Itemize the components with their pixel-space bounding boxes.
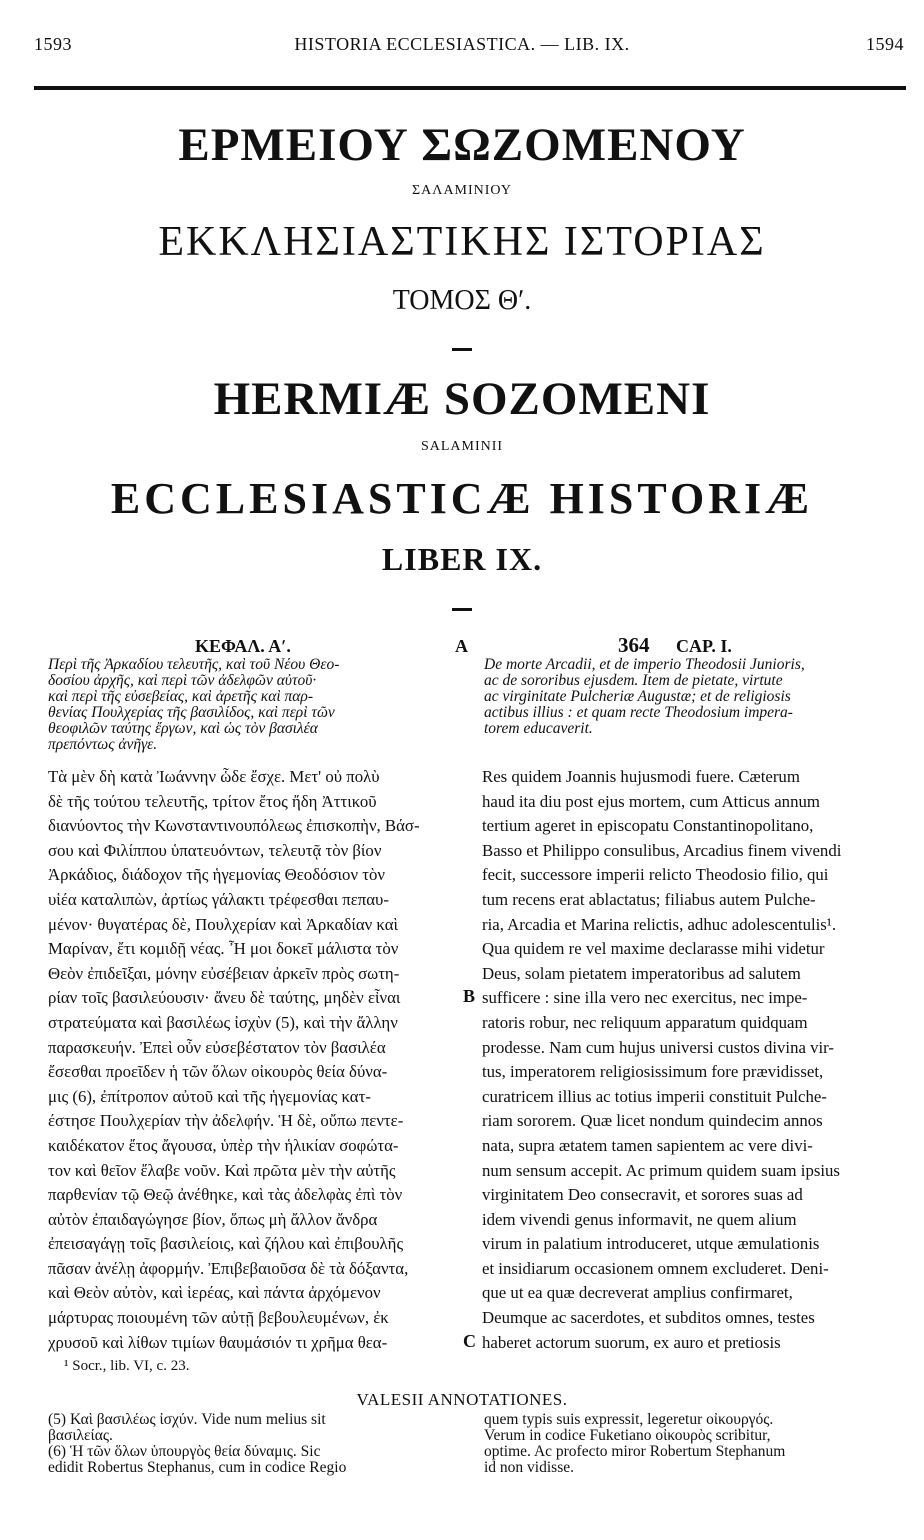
title-divider (452, 608, 472, 611)
text-line: έστησε Πουλχερίαν τὴν ἀδελφήν. Ἡ δὲ, οὔπω πεντε- (48, 1111, 404, 1131)
summary-line: ac virginitate Pulcheriæ Augustæ; et de religiosis (484, 689, 791, 705)
text-line: Res quidem Joannis hujusmodi fuere. Cæterum (482, 767, 800, 786)
footnote: ¹ Socr., lib. VI, c. 23. (64, 1358, 190, 1374)
greek-chapter-heading: ΚΕΦΑΛ. Αʹ. (195, 636, 291, 656)
greek-book-number: ΤΟΜΟΣ Θʹ. (392, 285, 532, 316)
text-line: διανύοντος τὴν Κωνσταντινουπόλεως ἐπισκοπὴν, Βάσ- (48, 816, 420, 836)
text-line: τον καὶ θεῖον ἔλαβε νοῦν. Καὶ πρῶτα μὲν τὴν αὐτῆς (48, 1160, 396, 1180)
greek-author-title: ΕΡΜΕΙΟΥ ΣΩΖΟΜΕΝΟΥ (178, 119, 746, 171)
annotations-right (484, 1412, 894, 1476)
page-number-right: 1594 (866, 34, 904, 54)
text-line: prodesse. Nam cum hujus universi custos divina vir- (482, 1037, 835, 1057)
text-line: αὐτὸν ἐπαιδαγώγησε βίον, ὅπως μὴ ἄλλον ἄνδρα (48, 1209, 378, 1229)
text-line: Ἀρκάδιος, διάδοχον τῆς ἡγεμονίας Θεοδόσιον τὸν (48, 865, 385, 885)
text-line: Deumque ac sacerdotes, et subditos omnes, testes (482, 1308, 815, 1328)
summary-line: torem educaverit. (484, 721, 593, 737)
text-line: μένον· θυγατέρας δὲ, Πουλχερίαν καὶ Ἀρκαδίαν καὶ (48, 914, 399, 934)
greek-summary (48, 657, 458, 753)
greek-origin: ΣΑΛΑΜΙΝΙΟΥ (412, 183, 512, 198)
text-line: tertium ageret in episcopatu Constantinopolitano, (482, 816, 814, 836)
latin-chapter-heading: CAP. I. (676, 636, 732, 656)
text-line: virum in palatium introduceret, utque æmulationis (482, 1234, 820, 1254)
header-rule (34, 86, 906, 90)
text-line: ἔσεσθαι προεῖδεν ἡ τῶν ὅλων οἰκουρὸς θεία δύνα- (48, 1062, 388, 1082)
margin-letter-a: A (455, 636, 468, 656)
text-line: riam sororem. Quæ licet nondum quindecim annos (482, 1111, 823, 1131)
annotation-line: (6) Ἡ τῶν ὅλων ὑπουργὸς θεία δύναμις. Sic (48, 1444, 321, 1460)
text-line: καὶ Θεὸν αὐτὸν, καὶ ἱερέας, καὶ πάντα ἀρχόμενον (48, 1283, 381, 1303)
annotation-line: βασιλείας. (48, 1428, 113, 1444)
text-line: virginitatem Deo consecravit, et sorores suas ad (482, 1185, 803, 1205)
latin-book-number: LIBER IX. (381, 541, 543, 577)
text-line: ratoris robur, nec reliquum apparatum quidquam (482, 1012, 808, 1032)
summary-line: θεοφιλῶν ταύτης ἔργων, καὶ ὡς τὸν βασιλέα (48, 721, 318, 737)
text-line: curatricem illius ac totius imperii constituit Pulche- (482, 1086, 827, 1106)
text-line: sufficere : sine illa vero nec exercitus, nec impe- (482, 988, 808, 1008)
text-line: μάρτυρας ποιουμένη τῶν αὐτῇ βεβουλευμένων, ἐκ (48, 1308, 389, 1328)
greek-column-text (48, 765, 458, 1355)
annotations-heading: VALESII ANNOTATIONES. (356, 1390, 568, 1409)
text-line: Deus, solam pietatem imperatoribus ad salutem (482, 963, 801, 983)
text-line: σου καὶ Φιλίππου ὑπατευόντων, τελευτᾷ τὸν βίον (48, 840, 382, 860)
summary-line: De morte Arcadii, et de imperio Theodosii Junioris, (484, 657, 805, 673)
text-line: fecit, successore imperii relicto Theodosio filio, qui (482, 865, 829, 885)
text-line: et insidiarum occasionem omnem excluderet. Deni- (482, 1258, 829, 1278)
annotations-left (48, 1412, 458, 1476)
text-line: idem vivendi genus informavit, ne quem alium (482, 1209, 797, 1229)
latin-column-text (482, 765, 894, 1355)
text-line: ria, Arcadia et Marina relictis, adhuc adolescentulis¹. (482, 914, 837, 934)
text-line: παρθενίαν τῷ Θεῷ ἀνέθηκε, καὶ τὰς ἀδελφὰς ἐπὶ τὸν (48, 1185, 403, 1205)
column-number: 364 (618, 633, 650, 657)
text-line: δὲ τῆς τούτου τελευτῆς, τρίτον ἔτος ἤδη Ἀττικοῦ (48, 791, 377, 811)
annotation-line: (5) Καὶ βασιλέως ἰσχύν. Vide num melius sit (48, 1412, 326, 1428)
summary-line: θενίας Πουλχερίας τῆς βασιλίδος, καὶ περὶ τῶν (48, 705, 335, 721)
annotation-line: id non vidisse. (484, 1460, 574, 1476)
text-line: haud ita diu post ejus mortem, cum Atticus annum (482, 791, 820, 811)
text-line: πᾶσαν ἀνέλῃ ἀφορμήν. Ἐπιβεβαιοῦσα δὲ τὰ δόξαντα, (48, 1258, 409, 1278)
text-line: στρατεύματα καὶ βασιλέως ἰσχὺν (5), καὶ τὴν ἄλλην (48, 1012, 398, 1032)
summary-line: actibus illius : et quam recte Theodosium impera- (484, 705, 793, 721)
text-line: nata, supra ætatem tamen sapientem ac vere divi- (482, 1135, 813, 1155)
summary-line: καὶ περὶ τῆς εὐσεβείας, καὶ ἀρετῆς καὶ παρ- (48, 689, 314, 705)
annotation-line: Verum in codice Fuketiano οἰκουρὸς scribitur, (484, 1428, 771, 1444)
text-line: ἐπεισαγάγῃ τοῖς βασιλείοις, καὶ ζήλου καὶ ἐπιβουλῆς (48, 1234, 404, 1254)
text-line: παρασκευήν. Ἐπεὶ οὖν εὐσεβέστατον τὸν βασιλέα (48, 1037, 386, 1057)
text-line: υἱέα καταλιπὼν, ἀρτίως γάλακτι τρέφεσθαι πεπαυ- (48, 889, 389, 909)
latin-author-title: HERMIÆ SOZOMENI (213, 373, 711, 425)
latin-summary (484, 657, 894, 737)
summary-line: ac de sororibus ejusdem. Item de pietate, virtute (484, 673, 783, 689)
greek-work-title: ΕΚΚΛΗΣΙΑΣΤΙΚΗΣ ΙΣΤΟΡΙΑΣ (158, 219, 766, 265)
text-line: num sensum accepit. Ac primum quidem suam ipsius (482, 1160, 840, 1180)
text-line: tum recens erat ablactatus; filiabus autem Pulche- (482, 889, 816, 909)
running-title: HISTORIA ECCLESIASTICA. — LIB. IX. (294, 34, 630, 54)
summary-line: πρεπόντως ἀνῆγε. (48, 737, 158, 753)
text-line: Θεὸν ἐπιδεῖξαι, μόνην εὐσέβειαν ἀρκεῖν πρὸς σωτη- (48, 963, 400, 983)
page-number-left: 1593 (34, 34, 72, 54)
text-line: Τὰ μὲν δὴ κατὰ Ἰωάννην ὧδε ἔσχε. Μετ' οὐ πολὺ (48, 767, 380, 786)
annotation-line: edidit Robertus Stephanus, cum in codice Regio (48, 1460, 347, 1476)
text-line: Qua quidem re vel maxime declarasse mihi videtur (482, 939, 825, 959)
margin-letter-c: C (463, 1331, 476, 1351)
latin-origin: SALAMINII (420, 439, 504, 454)
summary-line: Περὶ τῆς Ἀρκαδίου τελευτῆς, καὶ τοῦ Νέου Θεο- (48, 657, 340, 673)
margin-letter-b: B (463, 986, 476, 1006)
text-line: Μαρίναν, ἔτι κομιδῇ νέας. Ἦ μοι δοκεῖ μάλιστα τὸν (48, 939, 399, 959)
text-line: que ut ea quæ decreverat amplius confirmaret, (482, 1283, 793, 1303)
text-line: μις (6), ἐπίτροπον αὐτοῦ καὶ τῆς ἡγεμονίας κατ- (48, 1086, 371, 1106)
text-line: καιδέκατον ἔτος ἄγουσα, ὑπὲρ τὴν ἡλικίαν σοφώτα- (48, 1135, 399, 1155)
text-line: ρίαν τοῖς βασιλεύουσιν· ἄνευ δὲ ταύτης, μηδὲν εἶναι (48, 988, 401, 1008)
latin-work-title: ECCLESIASTICÆ HISTORIÆ (110, 474, 814, 523)
summary-line: δοσίου ἀρχῆς, καὶ περὶ τῶν ἀδελφῶν αὐτοῦ· (48, 673, 317, 689)
annotation-line: optime. Ac profecto miror Robertum Stephanum (484, 1444, 786, 1460)
text-line: Basso et Philippo consulibus, Arcadius finem vivendi (482, 840, 842, 860)
text-line: tus, imperatorem religiosissimum fore prævidisset, (482, 1062, 824, 1082)
text-line: χρυσοῦ καὶ λίθων τιμίων θαυμάσιόν τι χρῆμα θεα- (48, 1332, 388, 1352)
text-line: haberet actorum suorum, ex auro et pretiosis (482, 1332, 781, 1352)
annotation-line: quem typis suis expressit, legeretur οἰκουργός. (484, 1412, 774, 1428)
title-divider (452, 348, 472, 351)
